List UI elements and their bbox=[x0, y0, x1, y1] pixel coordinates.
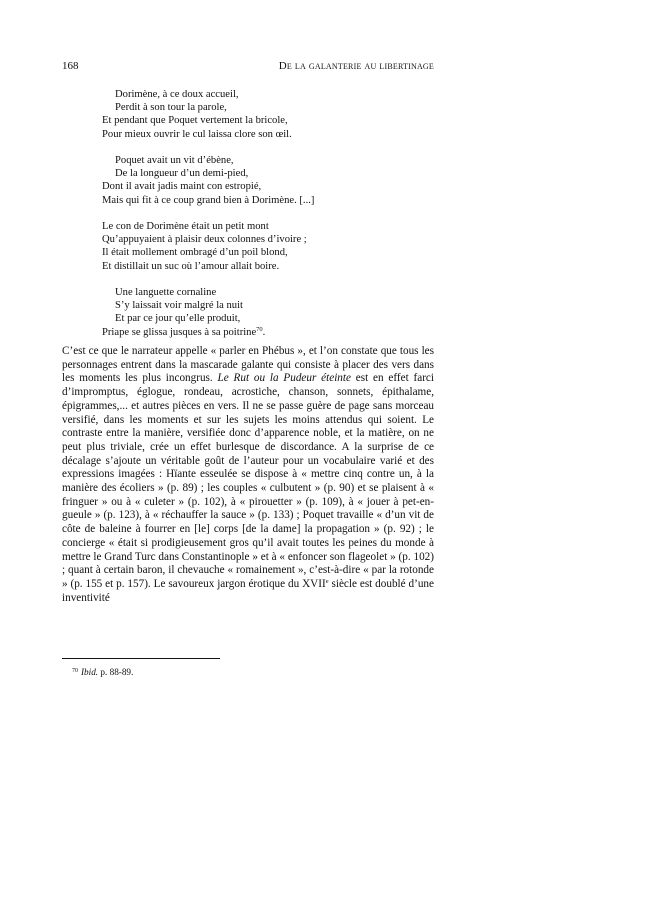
verse-line: Pour mieux ouvrir le cul laissa clore son œil. bbox=[102, 128, 292, 140]
verse-line: Poquet avait un vit d’ébène, bbox=[115, 155, 234, 166]
footnote bbox=[72, 667, 133, 678]
page-number: 168 bbox=[62, 60, 79, 72]
stanza bbox=[102, 286, 442, 339]
verse-line: Une languette cornaline bbox=[115, 287, 217, 298]
verse-line: Priape se glissa jusques à sa poitrine$^{70}$. bbox=[102, 325, 266, 338]
stanza bbox=[102, 88, 442, 141]
verse-line: S’y laissait voir malgré la nuit bbox=[115, 300, 243, 312]
paragraph-text: est en effet farci d’impromptus, églogue, rondeau, acrostiche, chanson, sonnets, épithalame, épigrammes,... et autres pièces en vers. Il ne se passe guère de page sans morceau versifié, dans les moments et sur les sujets les moins attendus qui soient. Le contraste entre la manière, versifiée donc d’apparence noble, et la matière, on ne peut plus triviale, crée un effet burlesque de discordance. A la surprise de ce décalage s’ajoute un véritable goût de l’auteur pour un vocabulaire varié et des expressions imagées : Hïante esseulée se dispose à « mettre cinq contre un, à la manière des écoliers » (p. 89) ; les couples « culbutent » (p. 90) et se plaisent à « fringuer » ou à « culeter » (p. 102), à « pirouetter » (p. 109), à « jouer à pet-en-gueule » (p. 123), à « réchauffer la sauce » (p. 133) ; Poquet travaille « d’un vit de côte de baleine à fourrer en [le] corps [de la dame] la propagation » (p. 92) ; le concierge « était si prodigieusement gros qu’il avait toutes les peines du monde à mettre le Grand Turc dans Constantinople » et à « enfoncer son flageolet » (p. 102) ; quant à certain baron, il chevauche « romainement », c’est-à-dire « par la rotonde » (p. 155 et p. 157). Le savoureux jargon érotique du XVII bbox=[62, 372, 434, 590]
footnote-ibid: Ibid. bbox=[81, 667, 99, 677]
verse-line: De la longueur d’un demi-pied, bbox=[115, 168, 249, 180]
paragraph-text: C’est ce que le narrateur appelle « parler en Phébus », et l’on constate que tous les personnages entrent dans la mascarade galante qui consiste à placer des vers dans les moments les plus incongrus. bbox=[62, 345, 434, 385]
verse-line: Le con de Dorimène était un petit mont bbox=[102, 221, 269, 232]
running-title: De la galanterie au libertinage bbox=[278, 60, 434, 72]
stanza bbox=[102, 154, 442, 207]
verse-line: Et pendant que Poquet vertement la bricole, bbox=[102, 115, 288, 127]
verse-line: Et distillait un suc où l’amour allait boire. bbox=[102, 260, 280, 272]
verse-line: Et par ce jour qu’elle produit, bbox=[115, 313, 241, 325]
verse-line: Il était mollement ombragé d’un poil blond, bbox=[102, 247, 288, 259]
verse-quotation bbox=[102, 88, 442, 352]
century-superscript: e bbox=[325, 577, 329, 585]
paragraph-text: siècle est doublé d’une inventivité bbox=[62, 577, 434, 604]
verse-line: Mais qui fit à ce coup grand bien à Dorimène. [...] bbox=[102, 194, 315, 206]
stanza bbox=[102, 220, 442, 273]
body-paragraph bbox=[62, 345, 434, 605]
book-title: Le Rut ou la Pudeur éteinte bbox=[217, 372, 351, 385]
footnote-reference[interactable]: 70 bbox=[256, 325, 263, 333]
verse-line: Qu’appuyaient à plaisir deux colonnes d’ivoire ; bbox=[102, 234, 307, 246]
footnote-separator bbox=[62, 658, 220, 659]
verse-line: Dorimène, à ce doux accueil, bbox=[115, 89, 239, 100]
footnote-text: p. 88-89. bbox=[98, 667, 134, 677]
verse-line-text: Priape se glissa jusques à sa poitrine bbox=[102, 326, 257, 338]
verse-line: Dont il avait jadis maint con estropié, bbox=[102, 181, 262, 193]
footnote-number: 70 bbox=[72, 668, 78, 674]
verse-line: Perdit à son tour la parole, bbox=[115, 102, 227, 114]
running-head bbox=[62, 59, 434, 73]
